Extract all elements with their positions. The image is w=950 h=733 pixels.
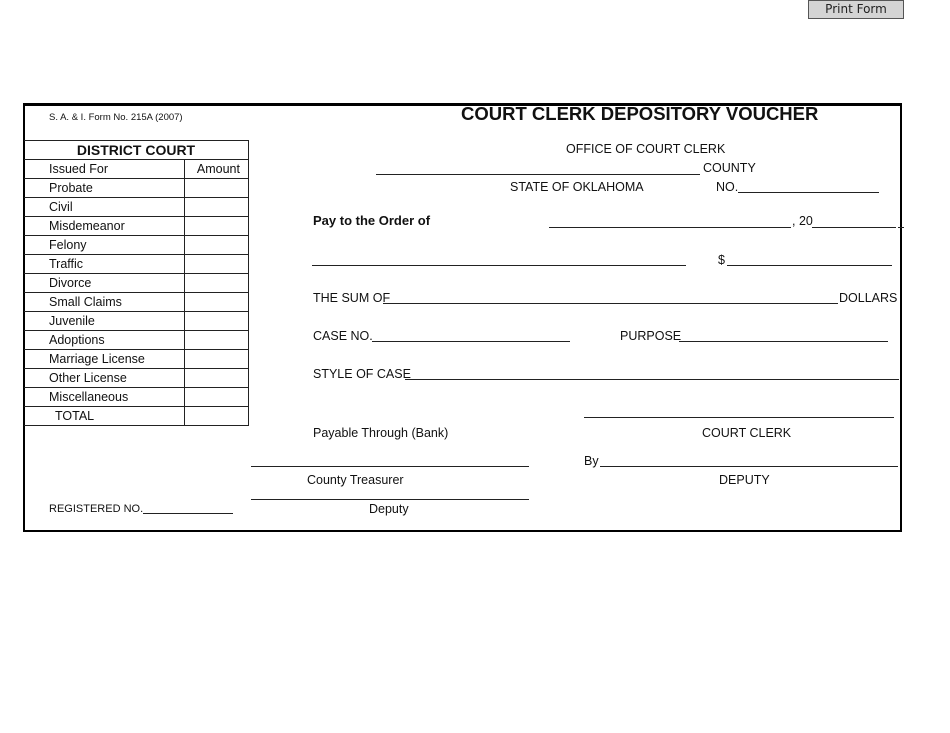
row-label: Marriage License (24, 350, 185, 369)
row-label: Felony (24, 236, 185, 255)
total-label: TOTAL (24, 407, 185, 426)
total-input[interactable] (185, 407, 249, 426)
year-field-tail (898, 227, 904, 228)
year-field[interactable] (812, 227, 896, 228)
sum-of-label: THE SUM OF (313, 291, 391, 305)
row-label: Civil (24, 198, 185, 217)
no-label: NO. (716, 180, 739, 194)
row-label: Adoptions (24, 331, 185, 350)
amount-input[interactable] (185, 369, 249, 388)
case-no-field[interactable] (372, 341, 570, 342)
deputy-upper-label: DEPUTY (719, 473, 770, 487)
amount-input[interactable] (185, 388, 249, 407)
registered-no-label: REGISTERED NO. (49, 503, 144, 515)
row-label: Miscellaneous (24, 388, 185, 407)
purpose-label: PURPOSE (620, 329, 682, 343)
row-label: Probate (24, 179, 185, 198)
payee-field[interactable] (312, 265, 686, 266)
amount-field[interactable] (727, 265, 892, 266)
amount-input[interactable] (185, 217, 249, 236)
amount-input[interactable] (185, 331, 249, 350)
amount-input[interactable] (185, 293, 249, 312)
dollar-sign: $ (718, 253, 725, 267)
pay-to-label: Pay to the Order of (313, 213, 431, 228)
sum-field[interactable] (383, 303, 838, 304)
deputy-lower-label: Deputy (369, 502, 409, 516)
deputy-signature[interactable] (600, 466, 898, 467)
amount-input[interactable] (185, 350, 249, 369)
form-number: S. A. & I. Form No. 215A (2007) (49, 112, 183, 123)
case-no-label: CASE NO. (313, 329, 373, 343)
amount-input[interactable] (185, 236, 249, 255)
court-clerk-label: COURT CLERK (702, 426, 792, 440)
county-label: COUNTY (703, 161, 756, 175)
row-label: Misdemeanor (24, 217, 185, 236)
row-label: Traffic (24, 255, 185, 274)
court-clerk-signature[interactable] (584, 417, 894, 418)
dollars-label: DOLLARS (839, 291, 898, 305)
row-label: Other License (24, 369, 185, 388)
row-label: Juvenile (24, 312, 185, 331)
style-of-case-field[interactable] (405, 379, 899, 380)
county-field[interactable] (376, 174, 700, 175)
office-of-court-clerk: OFFICE OF COURT CLERK (566, 142, 726, 156)
purpose-field[interactable] (679, 341, 888, 342)
district-court-heading: DISTRICT COURT (24, 141, 249, 160)
amount-input[interactable] (185, 274, 249, 293)
county-treasurer-label: County Treasurer (307, 473, 404, 487)
page-title: COURT CLERK DEPOSITORY VOUCHER (461, 103, 819, 124)
date-field[interactable] (549, 227, 791, 228)
treasurer-deputy-signature[interactable] (251, 499, 529, 500)
row-label: Divorce (24, 274, 185, 293)
amount-input[interactable] (185, 312, 249, 331)
county-treasurer-signature[interactable] (251, 466, 529, 467)
payable-through-label: Payable Through (Bank) (313, 426, 449, 440)
row-label: Small Claims (24, 293, 185, 312)
amount-header: Amount (185, 160, 249, 179)
district-court-table (24, 140, 249, 426)
by-label: By (584, 454, 599, 468)
amount-input[interactable] (185, 198, 249, 217)
voucher-number-field[interactable] (738, 192, 879, 193)
issued-for-header: Issued For (24, 160, 185, 179)
amount-input[interactable] (185, 255, 249, 274)
print-form-button[interactable]: Print Form (808, 0, 904, 19)
amount-input[interactable] (185, 179, 249, 198)
state-label: STATE OF OKLAHOMA (510, 180, 644, 194)
registered-no-field[interactable] (143, 513, 233, 514)
style-of-case-label: STYLE OF CASE (313, 367, 411, 381)
year-prefix: , 20 (792, 214, 813, 228)
